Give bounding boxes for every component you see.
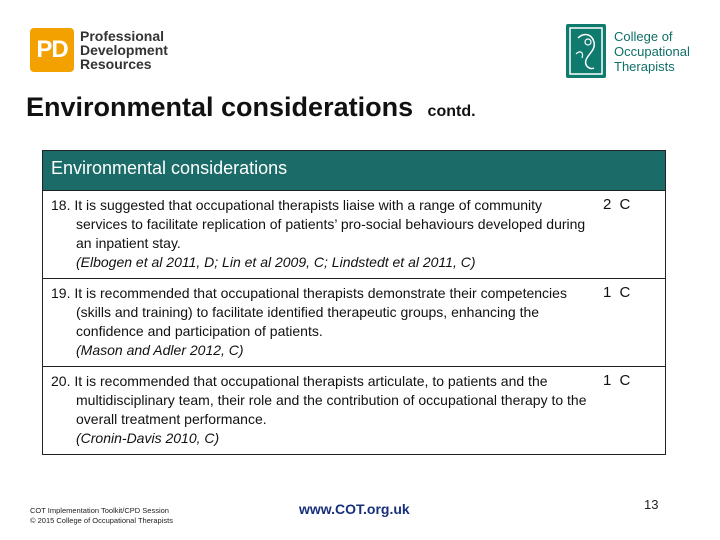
slide-title: [26, 92, 476, 123]
recommendation-text: 18. It is suggested that occupational therapists liaise with a range of community services to facilitate replication of patients’ pro-social behaviours developed during an inpatient stay.: [51, 197, 586, 251]
recommendation-cell: [43, 367, 603, 454]
recommendation-citation: (Mason and Adler 2012, C): [76, 342, 244, 358]
table-header: Environmental considerations: [43, 151, 665, 191]
recommendation-text: 20. It is recommended that occupational therapists articulate, to patients and the multidisciplinary team, their role and the contribution of occupational therapy to the overall treatment performance.: [51, 373, 587, 427]
recommendation-cell: [43, 191, 603, 278]
pd-logo-line: Development: [80, 42, 168, 58]
slide-title-sub: contd.: [427, 103, 476, 120]
cot-logo: [566, 24, 690, 78]
footer-copyright-text: © 2015 College of Occupational Therapists: [30, 516, 173, 525]
pd-logo-line: Professional: [80, 28, 165, 44]
recommendations-table: [42, 150, 666, 455]
pd-logo-line: Resources: [80, 56, 152, 72]
slide-title-main: Environmental considerations: [26, 92, 414, 122]
cot-logo-line: Occupational: [614, 43, 690, 59]
cot-logo-text: [614, 29, 690, 74]
footer-copyright: [30, 506, 173, 526]
grade-cell: 1 C: [603, 372, 633, 389]
cot-logo-line: College of: [614, 28, 673, 44]
footer-website-link[interactable]: www.COT.org.uk: [299, 501, 410, 517]
page-number: 13: [644, 497, 659, 512]
cot-logo-line: Therapists: [614, 58, 675, 74]
table-row: [43, 367, 665, 454]
footer-session-text: COT Implementation Toolkit/CPD Session: [30, 506, 169, 515]
cot-emblem-icon: [566, 24, 606, 78]
recommendation-citation: (Elbogen et al 2011, D; Lin et al 2009, C; Lindstedt et al 2011, C): [76, 254, 476, 270]
pd-logo-text: [80, 29, 168, 71]
recommendation-citation: (Cronin-Davis 2010, C): [76, 430, 220, 446]
recommendation-cell: [43, 279, 603, 366]
table-row: [43, 279, 665, 367]
grade-cell: 2 C: [603, 196, 633, 213]
pd-logo-mark: PD: [30, 28, 74, 72]
recommendation-text: 19. It is recommended that occupational therapists demonstrate their competencies (skills and training) to facilitate identified therapeutic groups, enhancing the confidence and participation of patients.: [51, 285, 567, 339]
grade-cell: 1 C: [603, 284, 633, 301]
cot-logo-mark: [566, 24, 606, 78]
pd-resources-logo: [30, 28, 168, 72]
table-row: [43, 191, 665, 279]
